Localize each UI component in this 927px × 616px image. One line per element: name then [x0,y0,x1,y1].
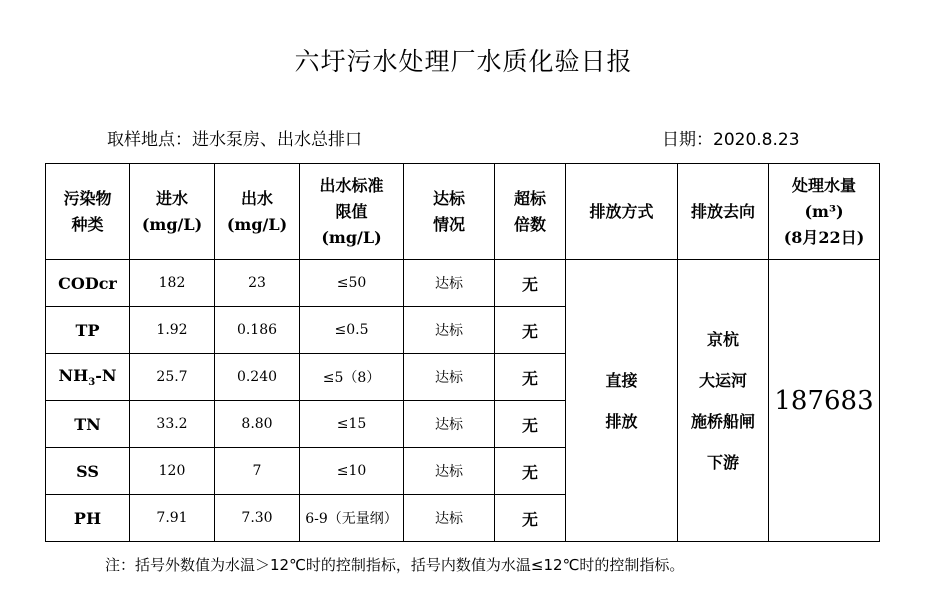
discharge-destination-cell [678,260,769,542]
report-date: 日期：2020.8.23 [662,130,800,150]
pollutant-name: CODcr [46,260,130,307]
header-text: 排放方式 [589,201,654,221]
compliance-status: 达标 [404,307,495,354]
effluent-value: 7 [215,448,300,495]
header-text: 出水 [240,188,273,208]
pollutant-name: SS [46,448,130,495]
effluent-value: 23 [215,260,300,307]
header-row [46,164,880,260]
discharge-destination-line: 京杭 [706,329,739,349]
limit-value: ≤10 [300,448,404,495]
header-text: 处理水量 [791,175,856,195]
influent-value: 25.7 [130,354,215,401]
pollutant-name-subscript: 3 [88,377,96,389]
header-text: 倍数 [513,214,546,234]
header-effluent [215,164,300,260]
discharge-method-cell [566,260,678,542]
compliance-status: 达标 [404,495,495,542]
header-text: 超标 [513,188,546,208]
header-influent [130,164,215,260]
effluent-value: 0.186 [215,307,300,354]
pollutant-name: TN [46,401,130,448]
discharge-method-line: 排放 [605,411,638,431]
header-text: 出水标准 [319,175,384,195]
limit-value: ≤50 [300,260,404,307]
exceed-multiple: 无 [495,448,566,495]
header-exceed-multiple [495,164,566,260]
header-pollutant-type [46,164,130,260]
effluent-value: 8.80 [215,401,300,448]
header-text: 排放去向 [690,201,755,221]
exceed-multiple: 无 [495,401,566,448]
limit-value: ≤5（8） [300,354,404,401]
limit-value: ≤15 [300,401,404,448]
compliance-status: 达标 [404,354,495,401]
effluent-value: 7.30 [215,495,300,542]
limit-value: 6-9（无量纲） [300,495,404,542]
header-text: (mg/L) [141,214,203,234]
water-quality-table [45,163,880,542]
header-discharge-destination [678,164,769,260]
footnote: 注：括号外数值为水温＞12℃时的控制指标，括号内数值为水温≤12℃时的控制指标。 [105,556,685,574]
header-text: (mg/L) [321,227,382,247]
limit-value: ≤0.5 [300,307,404,354]
header-text: 进水 [155,188,188,208]
header-discharge-method [566,164,678,260]
compliance-status: 达标 [404,448,495,495]
pollutant-name-tail: -N [95,365,117,385]
treated-volume-value: 187683 [769,260,880,542]
header-compliance [404,164,495,260]
compliance-status: 达标 [404,401,495,448]
exceed-multiple: 无 [495,307,566,354]
influent-value: 120 [130,448,215,495]
header-treated-volume [769,164,880,260]
influent-value: 7.91 [130,495,215,542]
exceed-multiple: 无 [495,260,566,307]
header-text: (mg/L) [226,214,288,234]
header-text: 情况 [432,214,465,234]
header-text: 限值 [335,201,368,221]
exceed-multiple: 无 [495,495,566,542]
table-row-codcr [46,260,880,307]
header-effluent-limit [300,164,404,260]
header-text: (8月22日) [783,227,865,247]
influent-value: 33.2 [130,401,215,448]
pollutant-name: TP [46,307,130,354]
influent-value: 1.92 [130,307,215,354]
header-text: 污染物 [63,188,112,208]
discharge-destination-line: 大运河 [698,370,747,390]
header-text: 种类 [71,214,104,234]
sampling-location: 取样地点：进水泵房、出水总排口 [107,130,362,150]
report-title: 六圩污水处理厂水质化验日报 [294,47,633,76]
discharge-destination-line: 施桥船闸 [690,411,755,431]
compliance-status: 达标 [404,260,495,307]
effluent-value: 0.240 [215,354,300,401]
discharge-method-line: 直接 [605,370,638,390]
discharge-destination-line: 下游 [706,452,739,472]
influent-value: 182 [130,260,215,307]
header-text: 达标 [432,188,465,208]
pollutant-name [46,354,130,401]
pollutant-name-main: NH [58,365,89,385]
pollutant-name: PH [46,495,130,542]
exceed-multiple: 无 [495,354,566,401]
header-text: (m³) [804,201,844,221]
